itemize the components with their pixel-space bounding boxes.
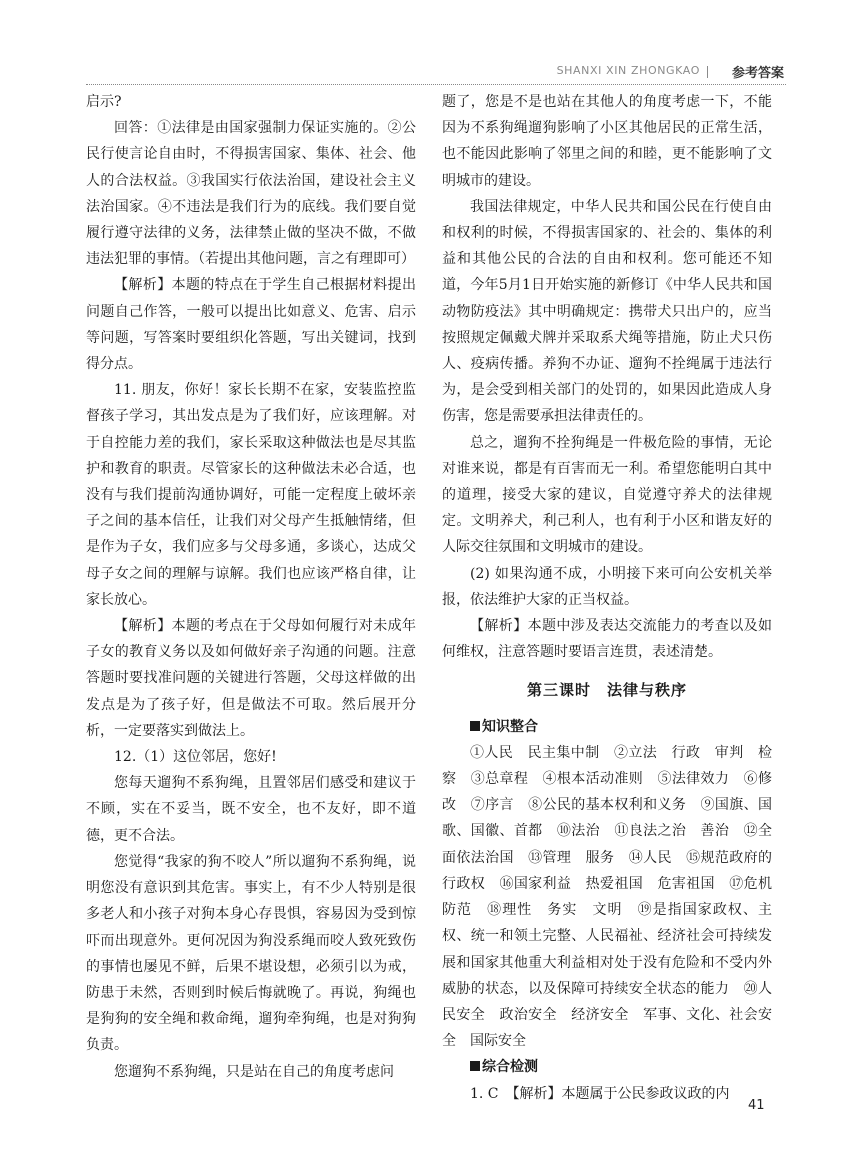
test-heading xyxy=(442,1054,772,1080)
right-column xyxy=(442,89,786,1107)
running-header xyxy=(86,62,786,84)
paragraph: (2) 如果沟通不成，小明接下来可向公安机关举报，依法维护大家的正当权益。 xyxy=(442,565,772,608)
square-bullet-icon xyxy=(470,1061,480,1071)
test-heading-text: 综合检测 xyxy=(482,1059,538,1076)
page-number: 41 xyxy=(748,1098,765,1113)
header-series-title: SHANXI XIN ZHONGKAO xyxy=(556,64,700,77)
square-bullet-icon xyxy=(470,721,480,731)
paragraph: 启示? xyxy=(86,94,122,110)
paragraph: 回答：①法律是由国家强制力保证实施的。②公民行使言论自由时，不得损害国家、集体、社会、他人的合法权益。③我国实行依法治国，建设社会主义法治国家。④不违法是我们行为的底线。我们要自觉履行遵守法律的义务，法律禁止做的坚决不做，不做违法犯罪的事情。（若提出其他问题，言之有理即可） xyxy=(86,120,416,268)
header-rule xyxy=(86,84,786,85)
header-section-title: 参考答案 xyxy=(731,66,784,81)
paragraph: 我国法律规定，中华人民共和国公民在行使自由和权利的时候，不得损害国家的、社会的、集体的利益和其他公民的合法的自由和权利。您可能还不知道，今年5月1日开始实施的新修订《中华人民共和国动物防疫法》其中明确规定：携带犬只出户的，应当按照规定佩戴犬牌并采取系犬绳等措施，防止犬只伤人、疫病传播。养狗不办证、遛狗不拴绳属于违法行为，是会受到相关部门的处罚的，如果因此造成人身伤害，您是需要承担法律责任的。 xyxy=(442,198,772,425)
paragraph: 您觉得“我家的狗不咬人”所以遛狗不系狗绳，说明您没有意识到其危害。事实上，有不少人特别是很多老人和小孩子对狗本身心存畏惧，容易因为受到惊吓而出现意外。更何况因为狗没系绳而咬人致死致伤的事情也屡见不鲜，后果不堪设想，必须引以为戒，防患于未然，否则到时候后悔就晚了。再说，狗绳也是狗狗的安全绳和救命绳，遛狗牵狗绳，也是对狗狗负责。 xyxy=(86,853,416,1054)
analysis-paragraph: 【解析】本题的考点在于父母如何履行对未成年子女的教育义务以及如何做好亲子沟通的问题。注意答题时要找准问题的关键进行答题，父母这样做的出发点是为了孩子好，但是做法不可取。然后展开分析，一定要落实到做法上。 xyxy=(86,618,416,739)
left-column xyxy=(86,89,416,1085)
answer-12-heading: 12.（1）这位邻居，您好! xyxy=(114,749,277,766)
answer-11: 11. 朋友，你好！家长长期不在家，安装监控监督孩子学习，其出发点是为了我们好，应该理解。对于自控能力差的我们，家长采取这种做法也是尽其监护和教育的职责。尽管家长的这种做法未必合适，也没有与我们提前沟通协调好，可能一定程度上破坏亲子之间的基本信任，让我们对父母产生抵触情绪，但是作为子女，我们应多与父母多通，多谈心，达成父母子女之间的理解与谅解。我们也应该严格自律，让家长放心。 xyxy=(86,382,416,608)
paragraph: 题了，您是不是也站在其他人的角度考虑一下，不能因为不系狗绳遛狗影响了小区其他居民的正常生活，也不能因此影响了邻里之间的和睦，更不能影响了文明城市的建设。 xyxy=(442,94,772,189)
analysis-paragraph: 【解析】本题中涉及表达交流能力的考查以及如何维权，注意答题时要语言连贯，表述清楚。 xyxy=(442,618,772,661)
test-answer-1: 1. C 【解析】本题属于公民参政议政的内 xyxy=(470,1085,730,1102)
section-title: 第三课时 法律与秩序 xyxy=(526,681,687,700)
knowledge-heading xyxy=(442,714,772,740)
paragraph: 总之，遛狗不拴狗绳是一件极危险的事情，无论对谁来说，都是有百害而无一利。希望您能明白其中的道理，接受大家的建议，自觉遵守养犬的法律规定。文明养犬，利己利人，也有利于小区和谐友好的人际交往氛围和文明城市的建设。 xyxy=(442,434,772,556)
knowledge-list: ①人民 民主集中制 ②立法 行政 审判 检察 ③总章程 ④根本活动准则 ⑤法律效力 ⑥修改 ⑦序言 ⑧公民的基本权利和义务 ⑨国旗、国歌、国徽、首都 ⑩法治 ⑪良法之治 善治 ⑫全面依法治国 ⑬管理 服务 ⑭人民 ⑮规范政府的行政权 ⑯国家利益 热爱祖国 危害祖国 ⑰危机 防范 ⑱理性 务实 文明 ⑲是指国家政权、主权、统一和领土完整、人民福祉、经济社会可持续发展和国家其他重大利益相对处于没有危险和不受内外威胁的状态，以及保障可持续安全状态的能力 ⑳人民安全 政治安全 经济安全 军事、文化、社会安全 国际安全 xyxy=(442,744,786,1050)
knowledge-heading-text: 知识整合 xyxy=(482,718,538,735)
paragraph: 您遛狗不系狗绳，只是站在自己的角度考虑问 xyxy=(114,1063,394,1080)
analysis-paragraph: 【解析】本题的特点在于学生自己根据材料提出问题自己作答，一般可以提出比如意义、危害、启示等问题，写答案时要组织化答题，写出关键词，找到得分点。 xyxy=(86,277,416,373)
paragraph: 您每天遛狗不系狗绳，且置邻居们感受和建议于不顾，实在不妥当，既不安全，也不友好，即不道德，更不合法。 xyxy=(86,775,416,844)
header-divider xyxy=(707,66,708,78)
